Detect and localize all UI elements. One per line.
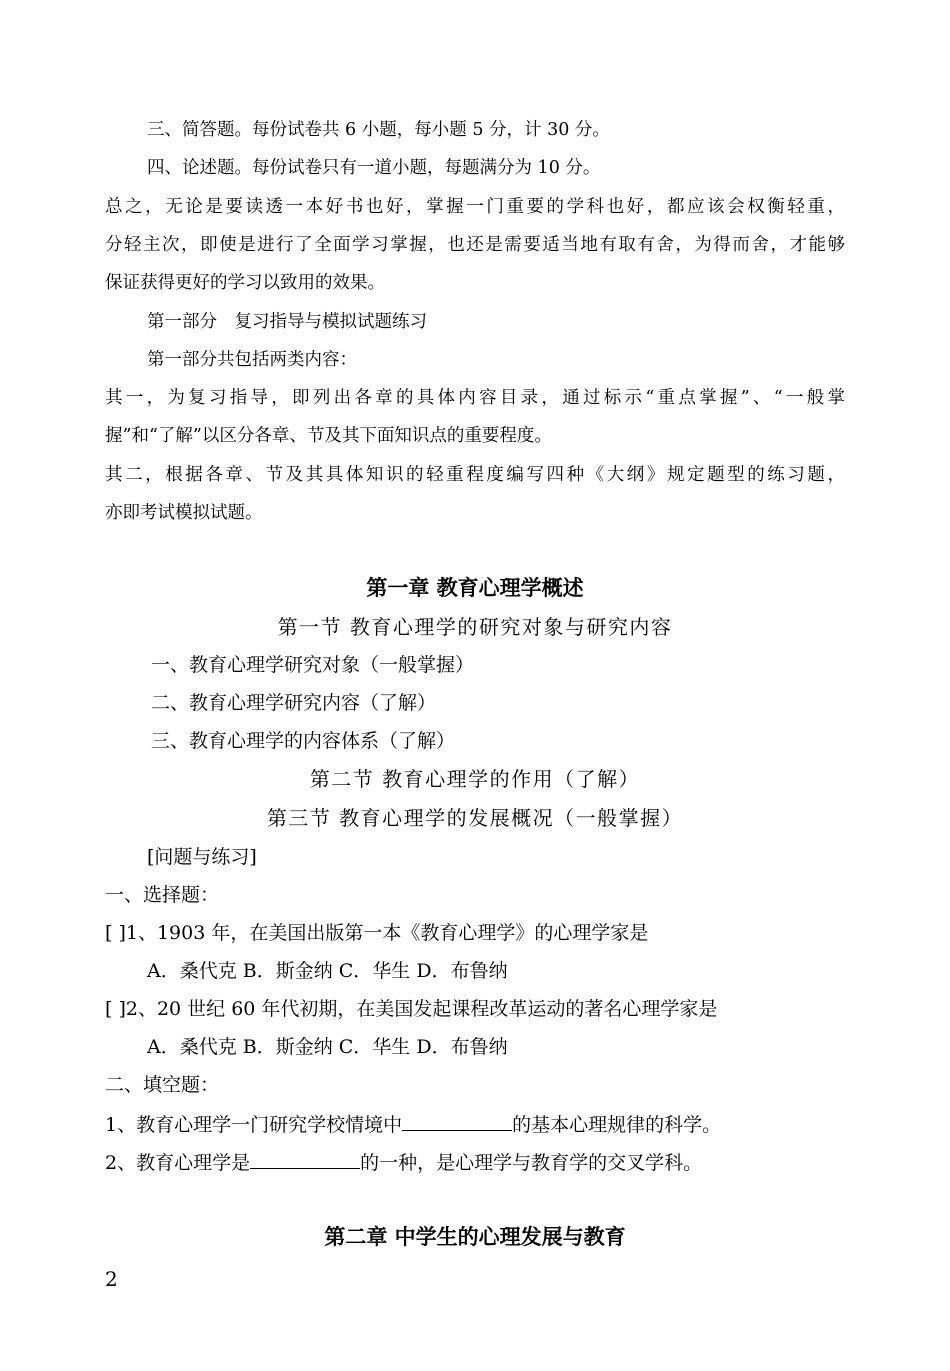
choice-heading: 一、选择题： — [105, 884, 220, 906]
part-intro: 第一部分共包括两类内容： — [147, 350, 357, 370]
section3-title: 第三节 教育心理学的发展概况（一般掌握） — [266, 806, 684, 830]
choice-question-options: A．桑代克 B．斯金纳 C．华生 D．布鲁纳 — [147, 960, 508, 982]
choice-question-options: A．桑代克 B．斯金纳 C．华生 D．布鲁纳 — [147, 1036, 508, 1058]
summary-paragraph-line: 保证获得更好的学习以致用的效果。 — [105, 273, 385, 293]
answer-blank — [402, 1114, 512, 1131]
intro-line-essay: 四、论述题。每份试卷只有一道小题，每题满分为 10 分。 — [147, 158, 601, 178]
section2-title: 第二节 教育心理学的作用（了解） — [309, 767, 641, 791]
fill-question-text: 的一种，是心理学与教育学的交叉学科。 — [360, 1152, 703, 1174]
exercise-label: [问题与练习] — [147, 846, 257, 868]
intro-line-short-answer: 三、简答题。每份试卷共 6 小题，每小题 5 分，计 30 分。 — [147, 120, 610, 140]
fill-question — [105, 1114, 721, 1135]
section1-item: 二、教育心理学研究内容（了解） — [151, 692, 437, 714]
summary-paragraph-line: 分轻主次，即使是进行了全面学习掌握，也还是需要适当地有取有舍，为得而舍，才能够 — [105, 235, 845, 255]
section1-title: 第一节 教育心理学的研究对象与研究内容 — [277, 615, 673, 639]
fill-question-text: 1、教育心理学一门研究学校情境中 — [105, 1114, 403, 1136]
second-content-paragraph-line: 其二，根据各章、节及其具体知识的轻重程度编写四种《大纲》规定题型的练习题， — [105, 465, 845, 485]
page-number: 2 — [105, 1267, 118, 1291]
answer-blank — [250, 1152, 360, 1169]
section1-item: 三、教育心理学的内容体系（了解） — [151, 730, 456, 752]
choice-question-stem: [ ]1、1903 年，在美国出版第一本《教育心理学》的心理学家是 — [105, 922, 649, 944]
chapter1-title: 第一章 教育心理学概述 — [366, 576, 584, 600]
fill-question — [105, 1152, 702, 1173]
fill-heading: 二、填空题： — [105, 1074, 220, 1096]
fill-question-text: 2、教育心理学是 — [105, 1152, 251, 1174]
chapter2-title: 第二章 中学生的心理发展与教育 — [324, 1225, 626, 1249]
part-title: 第一部分 复习指导与模拟试题练习 — [147, 312, 427, 332]
summary-paragraph-line: 总之，无论是要读透一本好书也好，掌握一门重要的学科也好，都应该会权衡轻重， — [105, 197, 845, 217]
choice-question-stem: [ ]2、20 世纪 60 年代初期，在美国发起课程改革运动的著名心理学家是 — [105, 998, 718, 1020]
section1-item: 一、教育心理学研究对象（一般掌握） — [151, 654, 475, 676]
first-content-paragraph-line: 握”和“了解”以区分各章、节及其下面知识点的重要程度。 — [105, 426, 552, 446]
fill-question-text: 的基本心理规律的科学。 — [512, 1114, 722, 1136]
second-content-paragraph-line: 亦即考试模拟试题。 — [105, 503, 263, 523]
first-content-paragraph-line: 其一，为复习指导，即列出各章的具体内容目录，通过标示“重点掌握”、“一般掌 — [105, 388, 845, 408]
